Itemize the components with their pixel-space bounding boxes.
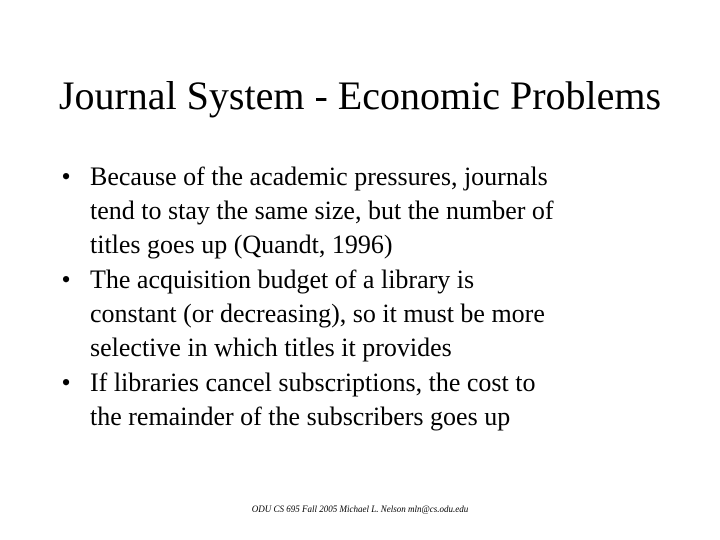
bullet-text-line: If libraries cancel subscriptions, the cost to xyxy=(90,368,536,397)
bullet-item xyxy=(56,366,676,434)
bullet-text-line: Because of the academic pressures, journals xyxy=(90,162,548,191)
bullet-text-line: The acquisition budget of a library is xyxy=(90,265,475,294)
bullet-item xyxy=(56,263,676,365)
bullet-text-line: tend to stay the same size, but the number of xyxy=(90,196,554,225)
bullet-list xyxy=(56,160,676,435)
bullet-dot-icon: • xyxy=(61,368,71,397)
bullet-item xyxy=(56,160,676,262)
bullet-dot-icon: • xyxy=(61,265,71,294)
bullet-text-line: the remainder of the subscribers goes up xyxy=(90,402,511,431)
slide-title: Journal System - Economic Problems xyxy=(58,73,662,118)
bullet-text-line: constant (or decreasing), so it must be more xyxy=(90,299,545,328)
bullet-text-line: titles goes up (Quandt, 1996) xyxy=(90,230,393,259)
bullet-dot-icon: • xyxy=(61,162,71,191)
slide-footer: ODU CS 695 Fall 2005 Michael L. Nelson mln@cs.odu.edu xyxy=(251,504,469,514)
bullet-text-line: selective in which titles it provides xyxy=(90,333,452,362)
